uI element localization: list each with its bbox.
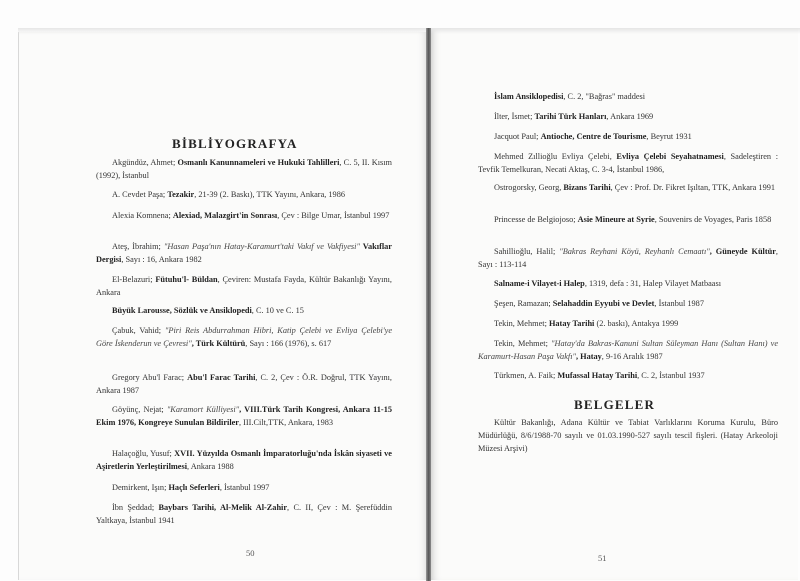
bib-entry: İbn Şeddad; Baybars Tarihi, Al-Melik Al-Zahir, C. II, Çev : M. Şerefüddin Yaltkaya, İstanbul 1941 <box>96 503 392 525</box>
bib-entry: El-Belazuri; Fütuhu'l- Büldan, Çeviren: Mustafa Fayda, Kültür Bakanlığı Yayını, Ankara <box>96 275 392 297</box>
bib-entry: İslam Ansiklopedisi, C. 2, "Bağras" maddesi <box>494 92 646 101</box>
bib-entry: Büyük Larousse, Sözlük ve Ansiklopedi, C. 10 ve C. 15 <box>112 306 304 315</box>
bib-entry: Şeşen, Ramazan; Selahaddin Eyyubi ve Devlet, İstanbul 1987 <box>494 299 704 308</box>
bib-entry: Alexia Komnena; Alexiad, Malazgirt'in Sonrası, Çev : Bilge Umar, İstanbul 1997 <box>112 211 390 220</box>
bib-entry: Ostrogorsky, Georg, Bizans Tarihi, Çev : Prof. Dr. Fikret Işıltan, TTK, Ankara 1991 <box>494 183 776 192</box>
documents-text: Kültür Bakanlığı, Adana Kültür ve Tabiat Varlıklarını Koruma Kurulu, Büro Müdürlüğü, 8/6/1988-70 sayılı ve 01.03.1990-527 sayılı tescil fişleri. (Hatay Arkeoloji Müzesi Arşivi) <box>478 418 778 453</box>
bib-entry: Akgündüz, Ahmet; Osmanlı Kanunnameleri ve Hukuki Tahlilleri, C. 5, II. Kısım (1992), İstanbul <box>96 158 392 180</box>
bib-entry: Tekin, Mehmet; "Hatay'da Bakras-Kanuni Sultan Süleyman Hanı (Sultan Hanı) ve Karamurt-Hasan Paşa Vakfı", Hatay, 9-16 Aralık 1987 <box>478 339 779 361</box>
bib-entry: Salname-i Vilayet-i Halep, 1319, defa : 31, Halep Vilayet Matbaası <box>494 279 722 288</box>
bib-entry: Demirkent, Işın; Haçlı Seferleri, İstanbul 1997 <box>112 483 270 492</box>
page-top-shadow <box>18 28 800 34</box>
bibliography-heading: BİBLİYOGRAFYA <box>172 136 298 151</box>
bib-entry: Halaçoğlu, Yusuf; XVII. Yüzyılda Osmanlı İmparatorluğu'nda İskân siyaseti ve Aşiretlerin Yerleştirilmesi, Ankara 1988 <box>96 449 392 471</box>
bib-entry: Mehmed Zıllioğlu Evliya Çelebi, Evliya Çelebi Seyahatnamesi, Sadeleştiren : Tevfik Temelkuran, Necati Aktaş, C. 3-4, İstanbul 1986, <box>478 152 778 174</box>
bib-entry: Gregory Abu'l Farac; Abu'l Farac Tarihi, C. 2, Çev : Ö.R. Doğrul, TTK Yayını, Ankara 1987 <box>96 373 393 395</box>
bib-entry: Princesse de Belgiojoso; Asie Mineure at Syrie, Souvenirs de Voyages, Paris 1858 <box>494 215 772 224</box>
documents-heading: BELGELER <box>574 397 656 412</box>
bib-entry: Göyünç, Nejat; "Karamort Külliyesi", VIII.Türk Tarih Kongresi, Ankara 11-15 Ekim 1976, Kongreye Sunulan Bildiriler, III.Cilt,TTK, Ankara, 1983 <box>96 405 392 427</box>
bib-entry: İlter, İsmet; Tarihi Türk Hanları, Ankara 1969 <box>494 112 654 121</box>
book-gutter <box>426 28 431 581</box>
bib-entry: Jacquot Paul; Antioche, Centre de Tourisme, Beyrut 1931 <box>494 132 692 141</box>
bib-entry: Çabuk, Vahid; "Piri Reis Abdurrahman Hibri, Katip Çelebi ve Evliya Çelebi'ye Göre İskenderun ve Çevresi", Türk Kültürü, Sayı : 166 (1976), s. 617 <box>96 326 392 348</box>
page-number-left: 50 <box>246 548 255 558</box>
page-number-right: 51 <box>598 553 607 563</box>
bib-entry: Tekin, Mehmet; Hatay Tarihi (2. baskı), Antakya 1999 <box>494 319 679 328</box>
bib-entry: Sahillioğlu, Halil; "Bakras Reyhani Köyü, Reyhanlı Cemaatı", Güneyde Kültür, Sayı : 113-114 <box>478 247 778 269</box>
bib-entry: Türkmen, A. Faik; Mufassal Hatay Tarihi, C. 2, İstanbul 1937 <box>494 371 705 380</box>
bib-entry: A. Cevdet Paşa; Tezakir, 21-39 (2. Baskı), TTK Yayını, Ankara, 1986 <box>112 190 345 199</box>
bib-entry: Ateş, İbrahim; "Hasan Paşa'nın Hatay-Karamurt'taki Vakıf ve Vakfiyesi" Vakıflar Dergisi, Sayı : 16, Ankara 1982 <box>96 242 392 264</box>
